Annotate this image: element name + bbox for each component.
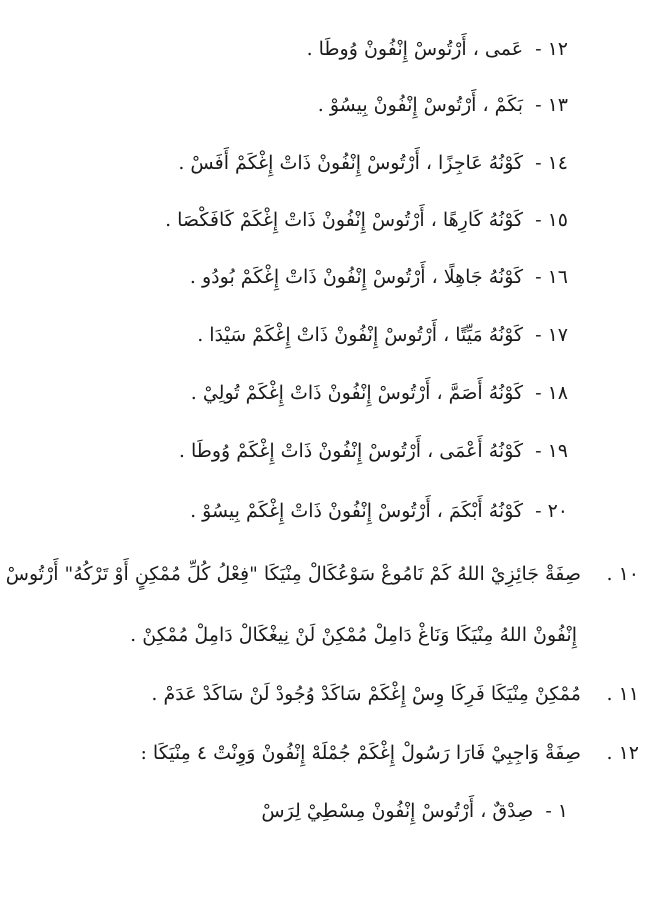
list-item-12 [307,36,568,62]
paragraph-number: ١٠ . [606,563,639,585]
item-text: كَوْنُهُ أَعْمَى ، أَرْتُوسْ إِنْفُونْ ذَاتْ إِغْكَمْ وُوطَا . [178,440,524,462]
sub-list-item-1 [261,798,568,824]
paragraph-text: مُمْكِنْ مِنْيَكَا فَرِكَا وِسْ إِغْكَمْ سَاكَدْ وُجُودْ لَنْ سَاكَدْ عَدَمْ . [151,683,581,705]
item-text: كَوْنُهُ جَاهِلًا ، أَرْتُوسْ إِنْفُونْ ذَاتْ إِغْكَمْ بُودُو . [189,266,524,288]
paragraph-text: صِفَةْ وَاجِبِيْ فَارَا رَسُولْ إِغْكَمْ جُمْلَهْ إِنْفُونْ وَوِنْتْ ٤ مِنْيَكَا : [140,742,581,764]
item-number: ٢٠ - [535,500,568,522]
item-number: ١٥ - [535,209,568,231]
item-number: ١٧ - [535,324,568,346]
item-text: كَوْنُهُ كَارِهًا ، أَرْتُوسْ إِنْفُونْ ذَاتْ إِغْكَمْ كَافَكْصَا . [165,209,524,231]
list-item-17 [197,322,568,348]
paragraph-text: إِنْفُونْ اللهُ مِنْيَكَا وَنَاغْ دَامِلْ مُمْكِنْ لَنْ نِيغْكَالْ دَامِلْ مُمْكِنْ . [130,624,577,646]
item-number: ١٢ - [535,38,568,60]
item-number: ١٤ - [535,152,568,174]
item-number: ١ - [545,800,568,822]
item-number: ١٩ - [535,440,568,462]
item-text: كَوْنُهُ أَصَمَّ ، أَرْتُوسْ إِنْفُونْ ذَاتْ إِغْكَمْ تُولِيْ . [190,382,524,404]
paragraph-text: صِفَةْ جَائِزِيْ اللهُ كَمْ نَامُوعْ سَوْعُكَالْ مِنْيَكَا "فِعْلُ كُلِّ مُمْكِنٍ أَوْ تَرْكُهُ" أَرْتُوسْ [5,563,581,585]
list-item-14 [178,150,568,176]
item-text: صِدْقٌ ، أَرْتُوسْ إِنْفُونْ مِسْطِيْ لِرَسْ [261,800,534,822]
item-text: كَوْنُهُ مَيِّتًا ، أَرْتُوسْ إِنْفُونْ ذَاتْ إِغْكَمْ سَيْدَا . [197,324,524,346]
paragraph-12 [140,740,639,766]
paragraph-11 [151,681,639,707]
item-number: ١٦ - [535,266,568,288]
paragraph-10-line-1 [6,561,639,587]
list-item-16 [190,264,568,290]
list-item-15 [165,207,568,233]
item-number: ١٣ - [535,94,568,116]
paragraph-number: ١١ . [606,683,639,705]
item-text: كَوْنُهُ أَبْكَمَ ، أَرْتُوسْ إِنْفُونْ ذَاتْ إِغْكَمْ بِيسُوْ . [190,500,524,522]
item-text: كَوْنُهُ عَاجِزًا ، أَرْتُوسْ إِنْفُونْ ذَاتْ إِغْكَمْ أَفَسْ . [178,152,524,174]
paragraph-number: ١٢ . [606,742,639,764]
list-item-13 [318,92,568,118]
list-item-20 [190,498,568,524]
item-number: ١٨ - [535,382,568,404]
paragraph-10-line-2 [130,622,577,648]
item-text: بَكَمْ ، أَرْتُوسْ إِنْفُونْ بِيسُوْ . [317,94,524,116]
list-item-19 [179,438,568,464]
item-text: عَمى ، أَرْتُوسْ إِنْفُونْ وُوطَا . [306,38,524,60]
list-item-18 [191,380,568,406]
